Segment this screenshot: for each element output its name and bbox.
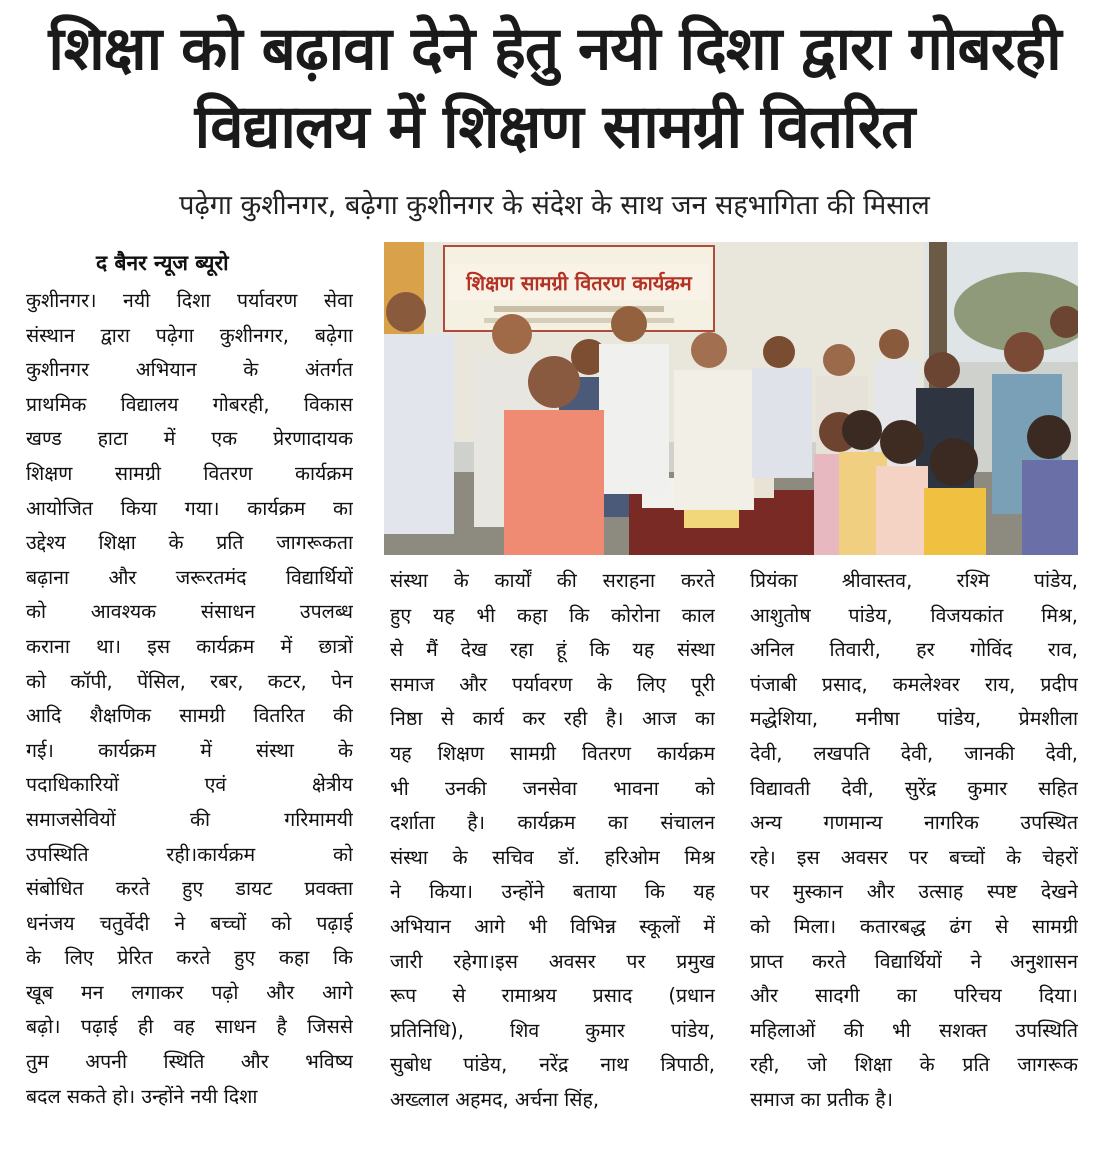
article-text-line: प्राप्त करते विद्यार्थियों ने अनुशासन — [750, 949, 1078, 973]
article-text-line: आशुतोष पांडेय, विजयकांत मिश्र, — [750, 603, 1078, 627]
article-text-line: प्रियंका श्रीवास्तव, रश्मि पांडेय, — [750, 569, 1078, 592]
article-column-3 — [750, 564, 1078, 1118]
article-text-line: के लिए प्रेरित करते हुए कहा कि — [26, 946, 353, 970]
article-text-line: को मिला। कतारबद्ध ढंग से सामग्री — [750, 914, 1078, 938]
article-text-line: को आवश्यक संसाधन उपलब्ध — [26, 600, 353, 624]
article-text-line: अन्य गणमान्य नागरिक उपस्थित — [750, 811, 1078, 835]
article-text-line: देवी, लखपति देवी, जानकी देवी, — [750, 741, 1078, 765]
article-text-line: खूब मन लगाकर पढ़ो और आगे — [26, 980, 353, 1004]
article-text-line: मद्धेशिया, मनीषा पांडेय, प्रेमशीला — [750, 707, 1078, 731]
news-photo — [384, 242, 1078, 555]
article-column-1 — [26, 284, 353, 1114]
article-text-line: तुम अपनी स्थिति और भविष्य — [26, 1050, 353, 1074]
article-text-line: पंजाबी प्रसाद, कमलेश्वर राय, प्रदीप — [750, 672, 1078, 696]
article-text-line: से मैं देख रहा हूं कि यह संस्था — [390, 638, 715, 662]
article-text-line: सुबोध पांडेय, नरेंद्र नाथ त्रिपाठी, — [390, 1053, 715, 1077]
article-text-line: और सादगी का परिचय दिया। — [750, 984, 1078, 1008]
article-text-line: जारी रहेगा।इस अवसर पर प्रमुख — [390, 949, 715, 973]
article-text-line: पदाधिकारियों एवं क्षेत्रीय — [26, 773, 353, 797]
article-text-line: समाज का प्रतीक है। — [750, 1087, 893, 1111]
byline: द बैनर न्यूज ब्यूरो — [96, 251, 229, 275]
article-text-line: उद्देश्य शिक्षा के प्रति जागरूकता — [26, 531, 353, 555]
article-text-line: आदि शैक्षणिक सामग्री वितरित की — [26, 704, 353, 728]
headline-line-2: विद्यालय में शिक्षण सामग्री वितरित — [194, 92, 915, 162]
article-text-line: गई। कार्यक्रम में संस्था के — [26, 738, 353, 762]
subheadline: पढ़ेगा कुशीनगर, बढ़ेगा कुशीनगर के संदेश के साथ जन सहभागिता की मिसाल — [179, 190, 930, 221]
article-text-line: बदल सकते हो। उन्होंने नयी दिशा — [26, 1084, 258, 1108]
article-text-line: प्रतिनिधि), शिव कुमार पांडेय, — [390, 1018, 715, 1042]
article-text-line: कराना था। इस कार्यक्रम में छात्रों — [26, 634, 353, 658]
article-text-line: समाज और पर्यावरण के लिए पूरी — [390, 672, 715, 696]
article-text-line: यह शिक्षण सामग्री वितरण कार्यक्रम — [390, 741, 715, 765]
article-text-line: पर मुस्कान और उत्साह स्पष्ट देखने — [750, 880, 1078, 904]
article-text-line: को कॉपी, पेंसिल, रबर, कटर, पेन — [26, 669, 353, 693]
article-text-line: आयोजित किया गया। कार्यक्रम का — [26, 496, 353, 520]
article-text-line: संस्थान द्वारा पढ़ेगा कुशीनगर, बढ़ेगा — [26, 323, 353, 347]
article-text-line: समाजसेवियों की गरिमामयी — [26, 807, 353, 831]
article-text-line: अभियान आगे भी विभिन्न स्कूलों में — [390, 914, 715, 938]
article-text-line: ने किया। उन्होंने बताया कि यह — [390, 880, 715, 904]
article-text-line: कुशीनगर। नयी दिशा पर्यावरण सेवा — [26, 289, 353, 312]
article-text-line: निष्ठा से कार्य कर रही है। आज का — [390, 707, 715, 731]
article-text-line: रूप से रामाश्रय प्रसाद (प्रधान — [390, 984, 715, 1008]
article-text-line: बढ़ो। पढ़ाई ही वह साधन है जिससे — [26, 1015, 353, 1039]
article-text-line: भी उनकी जनसेवा भावना को — [390, 776, 715, 800]
banner-text: शिक्षण सामग्री वितरण कार्यक्रम — [466, 271, 692, 295]
article-text-line: अनिल तिवारी, हर गोविंद राव, — [750, 638, 1078, 662]
article-text-line: विद्यावती देवी, सुरेंद्र कुमार सहित — [750, 776, 1078, 800]
article-text-line: रही, जो शिक्षा के प्रति जागरूक — [750, 1053, 1078, 1077]
article-column-2 — [390, 564, 715, 1118]
article-text-line: शिक्षण सामग्री वितरण कार्यक्रम — [26, 461, 353, 485]
article-text-line: खण्ड हाटा में एक प्रेरणादायक — [26, 427, 353, 451]
article-text-line: संबोधित करते हुए डायट प्रवक्ता — [26, 877, 353, 901]
headline-line-1: शिक्षा को बढ़ावा देने हेतु नयी दिशा द्वारा गोबरही — [48, 14, 1061, 84]
article-text-line: उपस्थिति रही।कार्यक्रम को — [26, 842, 353, 866]
article-text-line: कुशीनगर अभियान के अंतर्गत — [26, 358, 353, 382]
article-text-line: संस्था के सचिव डॉ. हरिओम मिश्र — [390, 845, 715, 869]
article-text-line: अख्लाल अहमद, अर्चना सिंह, — [390, 1087, 600, 1111]
article-text-line: रहे। इस अवसर पर बच्चों के चेहरों — [750, 845, 1078, 869]
article-text-line: महिलाओं की भी सशक्त उपस्थिति — [750, 1018, 1078, 1042]
article-text-line: धनंजय चतुर्वेदी ने बच्चों को पढ़ाई — [26, 911, 353, 935]
article-text-line: बढ़ाना और जरूरतमंद विद्यार्थियों — [26, 565, 353, 589]
article-text-line: हुए यह भी कहा कि कोरोना काल — [390, 603, 715, 627]
article-text-line: संस्था के कार्यों की सराहना करते — [390, 569, 715, 592]
article-text-line: दर्शाता है। कार्यक्रम का संचालन — [390, 811, 715, 835]
article-text-line: प्राथमिक विद्यालय गोबरही, विकास — [26, 392, 353, 416]
